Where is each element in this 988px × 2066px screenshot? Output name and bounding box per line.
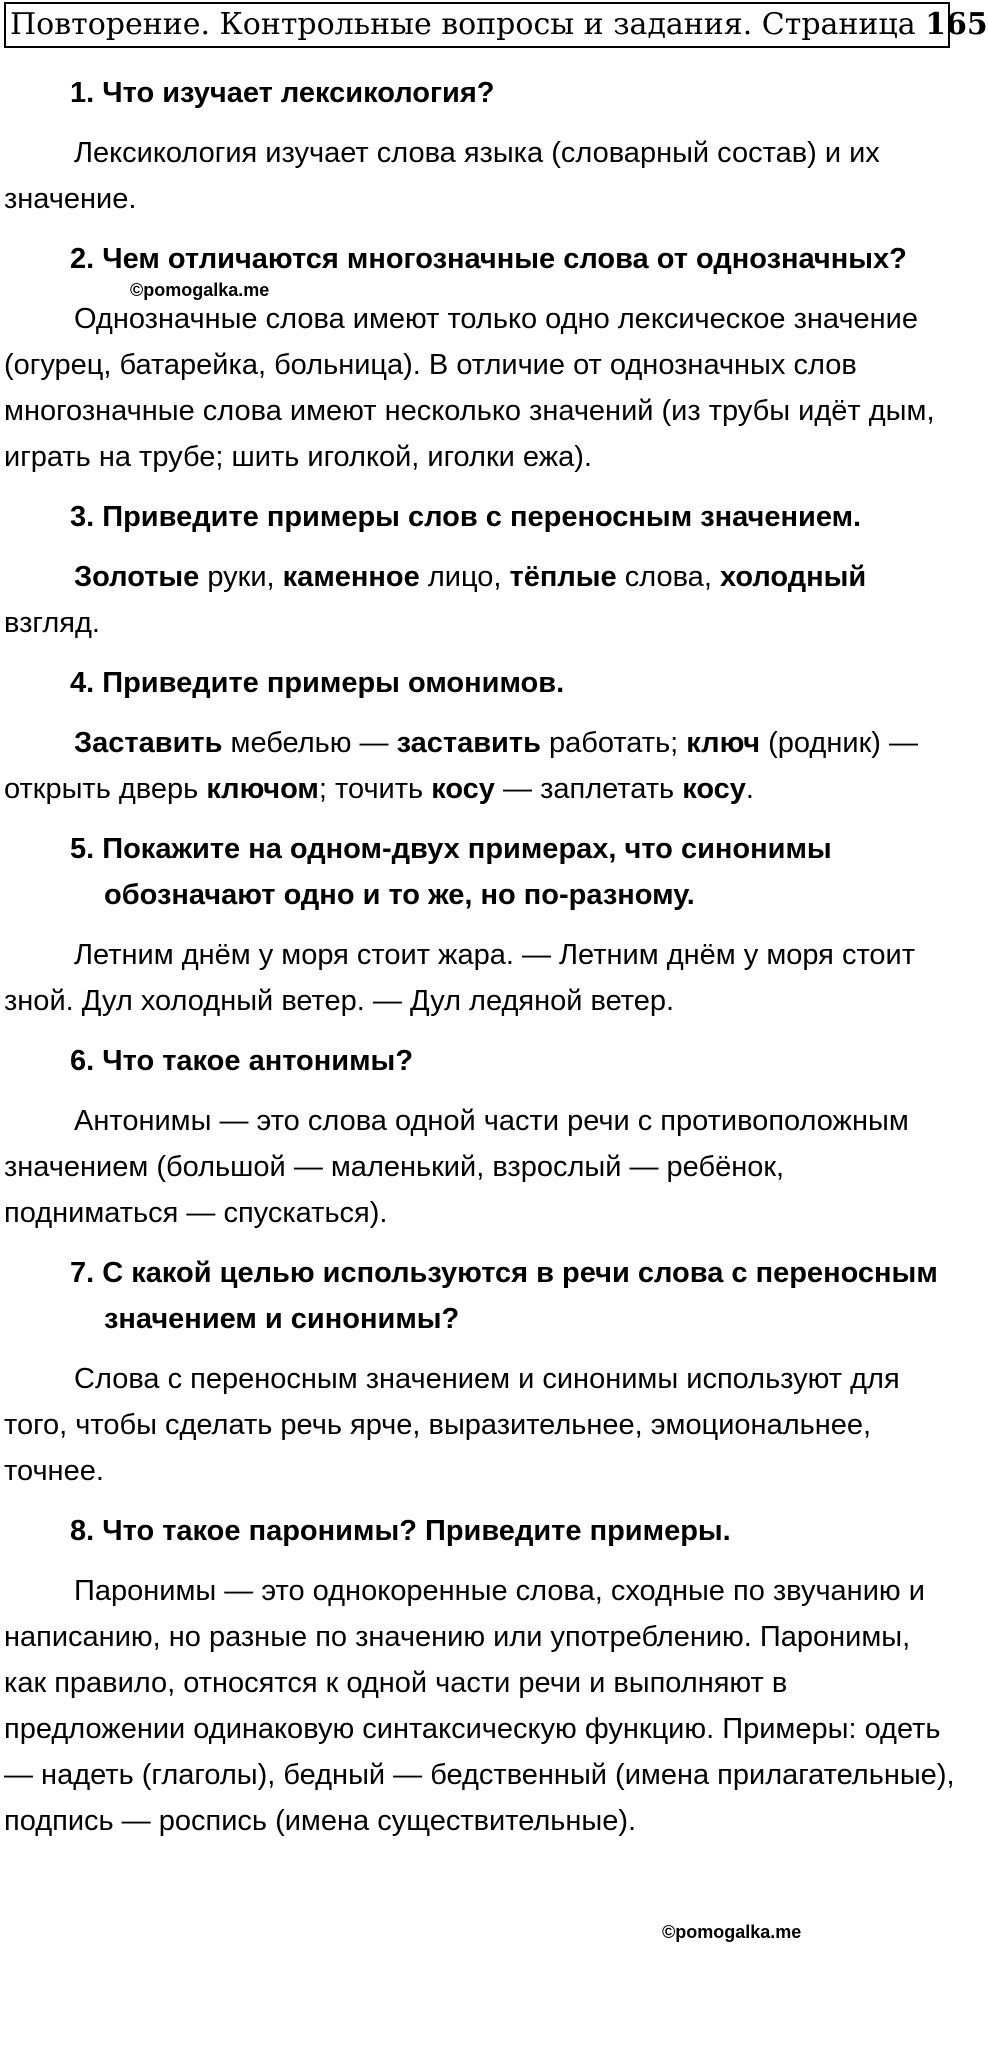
question-2: 2. Чем отличаются многозначные слова от однозначных? [70,243,907,275]
answer-text: — заплетать [494,773,683,805]
answer-text: Слова с переносным значением и синонимы используют для того, чтобы сделать речь ярче, выразительнее, эмоциональнее, точнее. [4,1363,900,1487]
answer-term: косу [682,773,746,805]
answer-text: Летним днём у моря стоит жара. — Летним днём у моря стоит зной. Дул холодный ветер. — Дул ледяной ветер. [4,939,916,1017]
answer-term: Заставить [74,727,223,759]
answer-term: заставить [396,727,541,759]
question-4: 4. Приведите примеры омонимов. [70,667,565,699]
answer-text: руки, [199,561,283,593]
answer-term: каменное [282,561,420,593]
answer-text: Антонимы — это слова одной части речи с противоположным значением (большой — маленький, взрослый — ребёнок, подниматься — спускаться). [4,1105,909,1229]
answer-text: Паронимы — это однокоренные слова, сходные по звучанию и написанию, но разные по значению или употреблению. Паронимы, как правило, относятся к одной части речи и выполняют в предложении одинаковую синтаксическую функцию. Примеры: одеть — надеть (глаголы), бедный — бедственный (имена прилагательные), подпись — роспись (имена существительные). [4,1575,955,1837]
answer-4 [0,720,956,812]
answer-6 [0,1098,956,1236]
question-3: 3. Приведите примеры слов с переносным значением. [70,501,862,533]
watermark-top: ©pomogalka.me [130,280,270,300]
answer-text: ; точить [318,773,432,805]
answer-term: холодный [719,561,867,593]
answer-8 [0,1568,956,1844]
watermark-bottom: ©pomogalka.me [662,1922,802,1942]
answer-2 [0,296,956,480]
page-number: 165 [925,7,988,42]
question-1: 1. Что изучает лексикология? [70,77,495,109]
answer-term: Золотые [74,561,200,593]
answer-term: тёплые [509,561,617,593]
question-7: 7. С какой целью используются в речи слова с переносным значением и синонимы? [70,1257,938,1335]
page-header [4,2,988,48]
answer-5 [0,932,956,1024]
answer-text: мебелью — [222,727,397,759]
question-6: 6. Что такое антонимы? [70,1045,414,1077]
answer-text: (родник) — открыть дверь [4,727,918,805]
question-8: 8. Что такое паронимы? Приведите примеры. [70,1515,731,1547]
answer-term: ключ [686,727,761,759]
answer-text: лицо, [419,561,510,593]
question-5: 5. Покажите на одном-двух примерах, что синонимы обозначают одно и то же, но по-разному. [70,833,832,911]
answer-3 [0,554,956,646]
answer-text: Лексикология изучает слова языка (словарный состав) и их значение. [4,137,880,215]
qa-list [0,70,956,1858]
answer-7 [0,1356,956,1494]
answer-term: ключом [206,773,319,805]
answer-1 [0,130,956,222]
answer-term: косу [431,773,495,805]
answer-text: . [745,773,754,805]
answer-text: слова, [616,561,720,593]
answer-text: Однозначные слова имеют только одно лексическое значение (огурец, батарейка, больница). В отличие от однозначных слов многозначные слова имеют несколько значений (из трубы идёт дым, играть на трубе; шить иголкой, иголки ежа). [4,303,935,473]
answer-text: взгляд. [4,607,100,639]
page-header-title: Повторение. Контрольные вопросы и задания. Страница [10,7,926,42]
answer-text: работать; [540,727,687,759]
